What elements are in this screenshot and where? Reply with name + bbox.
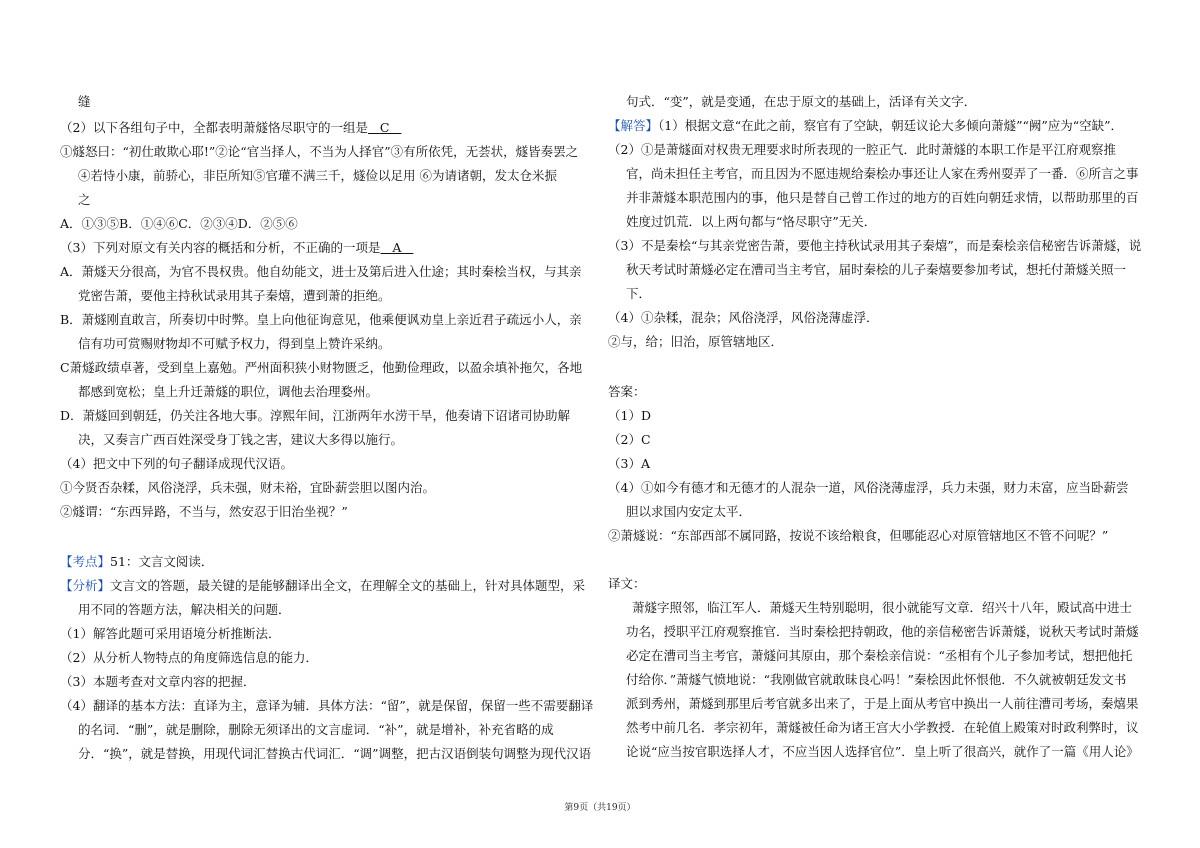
text-line — [608, 480, 1128, 496]
text-line — [60, 504, 348, 520]
line-text: 必定在漕司当主考官，萧燧问其原由，那个秦桧亲信说：“丞相有个儿子参加考试，想把他托 — [626, 648, 1133, 663]
line-text: （1）解答此题可采用语境分析推断法． — [60, 626, 281, 641]
text-line — [626, 504, 751, 520]
text-line — [608, 408, 651, 424]
text-line — [626, 286, 651, 302]
line-text: 下． — [626, 286, 652, 301]
text-line — [632, 600, 1132, 616]
line-text: ②燧谓：“东西异路，不当与，然安忍于旧治坐视？” — [60, 504, 348, 519]
text-line — [608, 118, 1123, 134]
text-line — [60, 120, 401, 136]
line-text: C萧燧政绩卓著，受到皇上嘉勉。严州面积狭小财物匮乏，他勤俭理政，以盈余填补拖欠，各地 — [60, 360, 583, 375]
line-text: ①燧怒曰：“初仕敢欺心耶!”②论“官当择人，不当为人择官”③有所依凭，无荟状，燧皆奏罢之 — [60, 144, 579, 159]
line-text: （4）①杂糅，混杂；风俗浇浮，风俗浇薄虚浮． — [608, 310, 879, 325]
line-text: （4）翻译的基本方法：直译为主，意译为辅．具体方法：“留”，就是保留，保留一些不需要翻译 — [60, 698, 594, 713]
text-line — [78, 288, 391, 304]
text-line — [626, 624, 1139, 640]
text-line — [78, 432, 403, 448]
line-text: （2）①是萧燧面对权贵无理要求时所表现的一腔正气．此时萧燧的本职工作是平江府观察推 — [608, 142, 1116, 157]
text-line — [608, 456, 650, 472]
line-text: 的名词．“删”，就是删除，删除无须译出的文言虚词．“补”，就是增补，补充省略的成 — [78, 722, 554, 737]
text-line — [60, 216, 298, 232]
line-text: 句式．“变”，就是变通，在忠于原文的基础上，活译有关文字． — [626, 94, 977, 109]
line-text: （3）不是秦桧“与其亲党密告萧，要他主持秋试录用其子秦熺”，而是秦桧亲信秘密告诉萧燧，说 — [608, 238, 1142, 253]
line-text: 51：文言文阅读． — [110, 554, 214, 569]
line-text: ②萧燧说：“东部西部不属同路，按说不该给粮食，但哪能忍心对原管辖地区不管不问呢？” — [608, 528, 1109, 543]
text-line — [608, 142, 1116, 158]
line-text: B．萧燧刚直敢言，所奏切中时弊。皇上向他征询意见，他乘便讽劝皇上亲近君子疏远小人，亲 — [60, 312, 582, 327]
text-line — [626, 672, 1126, 688]
text-line — [60, 650, 318, 666]
text-line — [60, 554, 213, 570]
line-text: 党密告萧，要他主持秋试录用其子秦熺，遭到萧的拒绝。 — [78, 288, 391, 303]
line-text: 信有功可赏赐财物却不可赋予权力，得到皇上赞许采纳。 — [78, 336, 391, 351]
text-line — [626, 166, 1139, 182]
line-text: （2）从分析人物特点的角度筛选信息的能力． — [60, 650, 318, 665]
answer-blank: A — [392, 240, 402, 255]
text-line — [78, 384, 378, 400]
text-line — [60, 240, 413, 256]
text-line — [608, 334, 783, 350]
line-text: 官，尚未担任主考官，而且因为不愿违规给秦桧办事还让人家在秀州耍弄了一番．⑥所言之事 — [626, 166, 1139, 181]
line-text: 答案： — [608, 384, 646, 399]
text-line — [60, 144, 578, 160]
text-line — [60, 626, 280, 642]
line-text: 功名，授职平江府观察推官．当时秦桧把持朝政，他的亲信秘密告诉萧燧，说秋天考试时萧燧 — [626, 624, 1139, 639]
text-line — [78, 722, 554, 738]
line-text: D．萧燧回到朝廷，仍关注各地大事。淳熙年间，江浙两年水涝干旱，他奏请下诏诸司协助解 — [60, 408, 571, 423]
text-line — [60, 480, 435, 496]
line-text: 秋天考试时萧燧必定在漕司当主考官，届时秦桧的儿子秦熺要参加考试，想托付萧燧关照一 — [626, 262, 1127, 277]
line-text: 萧燧字照邻，临江军人．萧燧天生特别聪明，很小就能写文章．绍兴十八年，殿试高中进士 — [632, 600, 1133, 615]
text-line — [626, 190, 1139, 206]
line-text: （4）把文中下列的句子翻译成现代汉语。 — [60, 456, 293, 471]
text-line — [60, 264, 582, 280]
line-text: A．萧燧天分很高，为官不畏权贵。他自幼能文，进士及第后进入仕途；其时秦桧当权，与其亲 — [60, 264, 582, 279]
line-text: （4）①如今有德才和无德才的人混杂一道，风俗浇薄虚浮，兵力未强，财力未富，应当卧薪尝 — [608, 480, 1129, 495]
section-tag: 【解答】 — [608, 118, 659, 133]
line-text: （1）D — [608, 408, 651, 423]
text-line — [626, 94, 976, 110]
line-text: 论说“应当按官职选择人才，不应当因人选择官位”．皇上听了很高兴，就作了一篇《用人论》 — [626, 744, 1139, 759]
text-line — [608, 576, 646, 592]
text-line — [626, 648, 1132, 664]
line-text: （1）根据文意“在此之前，察官有了空缺，朝廷议论大多倾向萧燧”“阙”应为“空缺”． — [658, 118, 1124, 133]
answer-blank: C — [379, 120, 390, 135]
text-line — [626, 696, 1139, 712]
line-text: ②与，给；旧治，原管辖地区． — [608, 334, 784, 349]
line-text: （2）C — [608, 432, 651, 447]
line-text: ①今贤否杂糅，风俗浇浮，兵未强，财未裕，宜卧薪尝胆以图内治。 — [60, 480, 436, 495]
text-line — [608, 238, 1141, 254]
text-line — [60, 698, 593, 714]
page-footer: 第9页（共19页） — [564, 803, 636, 813]
line-text: 缝 — [78, 94, 91, 109]
text-line — [608, 528, 1108, 544]
text-line — [60, 578, 585, 594]
line-text: 都感到宽松；皇上升迁萧燧的职位，调他去治理婺州。 — [78, 384, 379, 399]
text-line — [78, 168, 557, 184]
text-line — [78, 746, 591, 762]
line-text: 胆以求国内安定太平． — [626, 504, 752, 519]
text-line — [626, 214, 876, 230]
text-line — [60, 312, 582, 328]
line-text: 付给你．”萧燧气愤地说：“我刚做官就敢昧良心吗！”秦桧因此怀恨他．不久就被朝廷发文书 — [626, 672, 1127, 687]
text-line — [608, 384, 646, 400]
text-line — [626, 744, 1139, 760]
line-text: 决，又奏言广西百姓深受身丁钱之害，建议大多得以施行。 — [78, 432, 404, 447]
text-line — [626, 720, 1139, 736]
text-line — [78, 94, 91, 110]
line-text: 之 — [78, 192, 91, 207]
line-text: （2）以下各组句子中，全都表明萧燧恪尽职守的一组是 — [60, 120, 368, 135]
line-text: 然考中前几名．孝宗初年，萧燧被任命为诸王宫大小学教授．在轮值上殿策对时政利弊时，议 — [626, 720, 1139, 735]
line-text: A．①③⑤B．①④⑥C．②③④D．②⑤⑥ — [60, 216, 298, 231]
text-line — [608, 310, 878, 326]
line-text: （3）本题考查对文章内容的把握． — [60, 674, 256, 689]
line-text: 译文： — [608, 576, 646, 591]
text-line — [626, 262, 1126, 278]
text-line — [60, 408, 570, 424]
line-text: （3）下列对原文有关内容的概括和分析，不正确的一项是 — [60, 240, 381, 255]
text-line — [78, 602, 291, 618]
section-tag: 【考点】 — [60, 554, 111, 569]
text-line — [60, 360, 582, 376]
line-text: 派到秀州，萧燧到那里后考官就多出来了，于是上面从考官中换出一人前往漕司考场，秦熺果 — [626, 696, 1139, 711]
line-text: 分．“换”，就是替换，用现代词汇替换古代词汇．“调”调整，把古汉语倒装句调整为现代汉语 — [78, 746, 592, 761]
line-text: 姓度过饥荒．以上两句都与“恪尽职守”无关． — [626, 214, 877, 229]
line-text: 文言文的答题，最关键的是能够翻译出全文，在理解全文的基础上，针对具体题型，采 — [110, 578, 586, 593]
section-tag: 【分析】 — [60, 578, 111, 593]
line-text: （3）A — [608, 456, 650, 471]
text-line — [78, 192, 91, 208]
line-text: 用不同的答题方法，解决相关的问题． — [78, 602, 291, 617]
text-line — [78, 336, 391, 352]
text-line — [60, 456, 293, 472]
line-text: 并非萧燧本职范围内的事，他只是替自己曾工作过的地方的百姓向朝廷求情，以帮助那里的百 — [626, 190, 1139, 205]
text-line — [60, 674, 255, 690]
text-line — [608, 432, 651, 448]
line-text: ④若恃小康，前骄心，非臣所知⑤官瓘不满三千，燧俭以足用 ⑥为请诸朝，发太仓米振 — [78, 168, 557, 183]
